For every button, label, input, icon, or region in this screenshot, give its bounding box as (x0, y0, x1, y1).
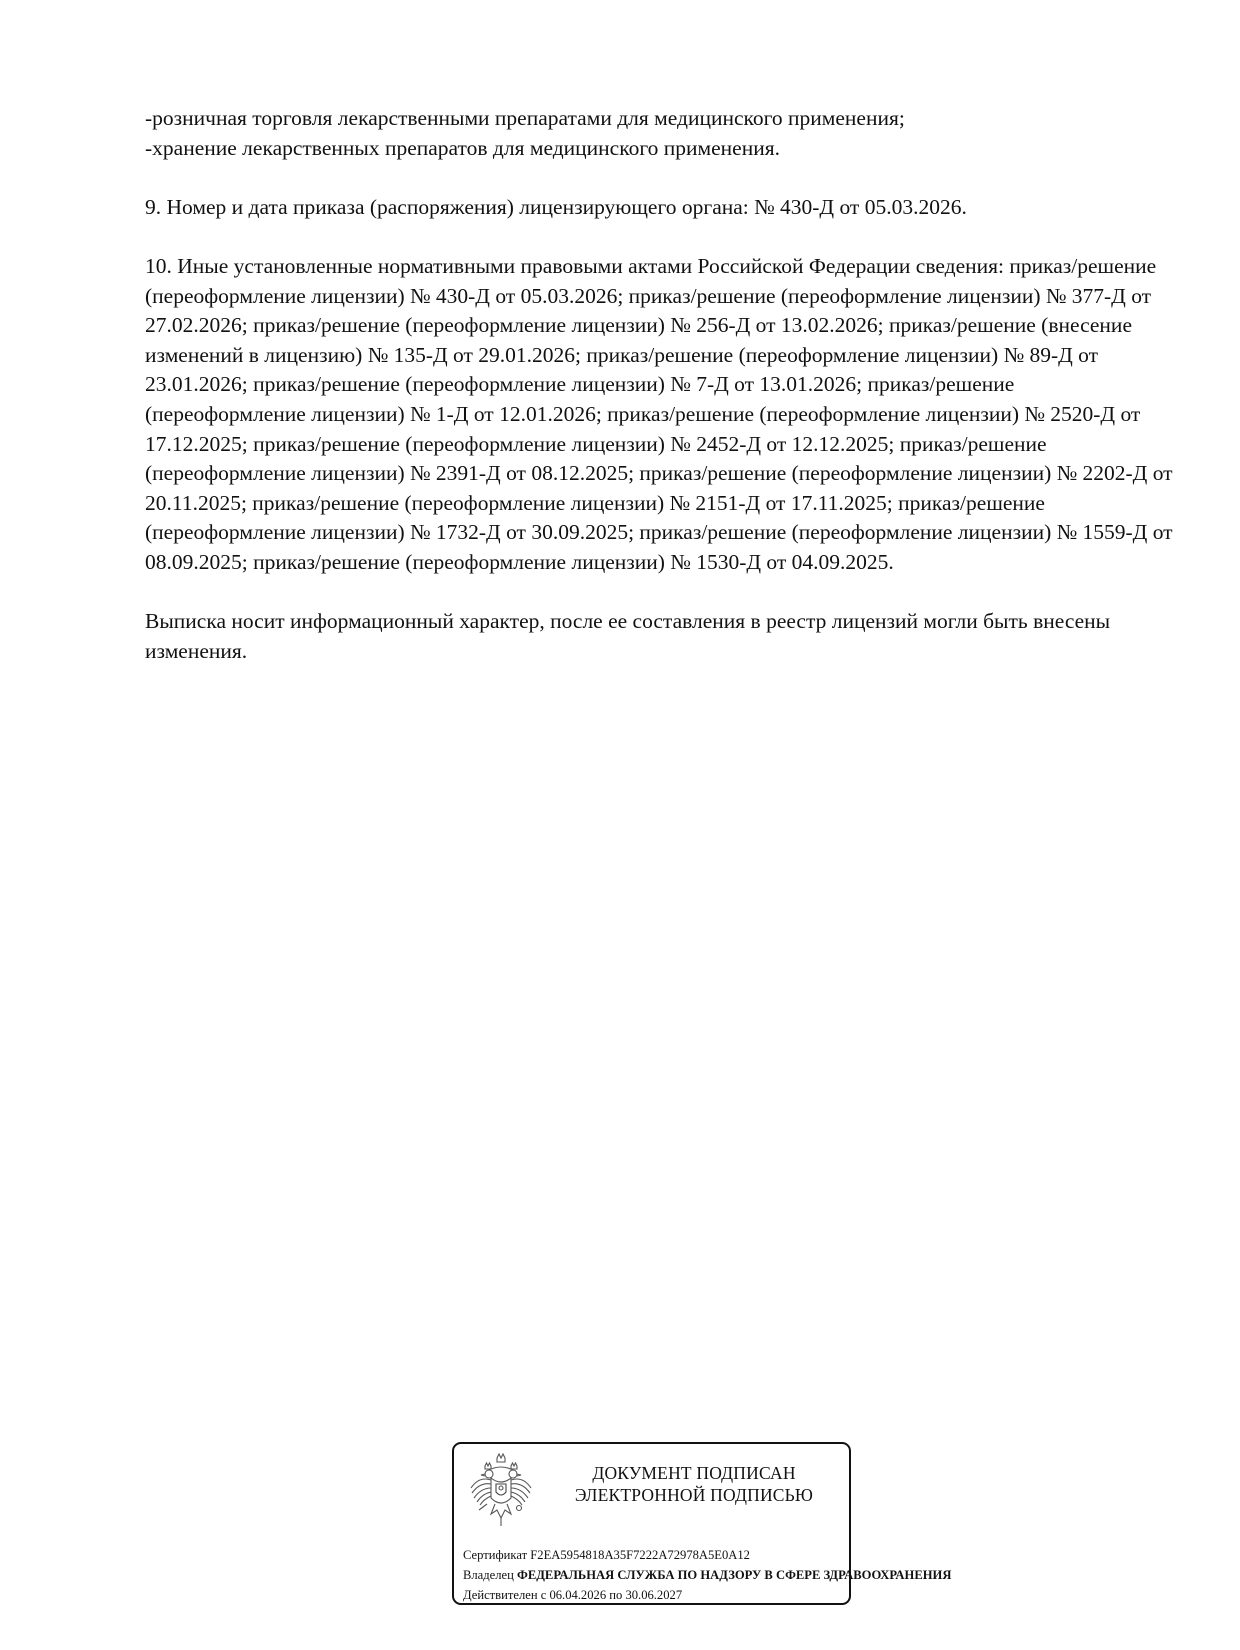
document-body (145, 104, 1180, 666)
stamp-details (463, 1545, 952, 1605)
item-10-other-info: 10. Иные установленные нормативными правовыми актами Российской Федерации сведения: приказ/решение (переоформление лицензии) № 430-Д от 05.03.2026; приказ/решение (переоформление лицензии) № 377-Д от 27.02.2026; приказ/решение (переоформление лицензии) № 256-Д от 13.02.2026; приказ/решение (внесение изменений в лицензию) № 135-Д от 29.01.2026; приказ/решение (переоформление лицензии) № 89-Д от 23.01.2026; приказ/решение (переоформление лицензии) № 7-Д от 13.01.2026; приказ/решение (переоформление лицензии) № 1-Д от 12.01.2026; приказ/решение (переоформление лицензии) № 2520-Д от 17.12.2025; приказ/решение (переоформление лицензии) № 2452-Д от 12.12.2025; приказ/решение (переоформление лицензии) № 2391-Д от 08.12.2025; приказ/решение (переоформление лицензии) № 2202-Д от 20.11.2025; приказ/решение (переоформление лицензии) № 2151-Д от 17.11.2025; приказ/решение (переоформление лицензии) № 1732-Д от 30.09.2025; приказ/решение (переоформление лицензии) № 1559-Д от 08.09.2025; приказ/решение (переоформление лицензии) № 1530-Д от 04.09.2025. (145, 253, 1173, 574)
owner-line (463, 1565, 952, 1585)
stamp-title (549, 1462, 839, 1506)
electronic-signature-stamp (452, 1442, 952, 1605)
owner-value: ФЕДЕРАЛЬНАЯ СЛУЖБА ПО НАДЗОРУ В СФЕРЕ ЗДРАВООХРАНЕНИЯ (517, 1568, 952, 1582)
stamp-title-line-1: ДОКУМЕНТ ПОДПИСАН (592, 1463, 796, 1483)
activity-retail-line: -розничная торговля лекарственными препаратами для медицинского применения; (145, 106, 905, 130)
disclaimer-text: Выписка носит информационный характер, после ее составления в реестр лицензий могли быть внесены изменения. (145, 609, 1111, 663)
certificate-line (463, 1545, 863, 1565)
russian-coat-of-arms-icon (467, 1452, 535, 1530)
owner-label: Владелец (463, 1568, 514, 1582)
item-9-order-number: 9. Номер и дата приказа (распоряжения) лицензирующего органа: № 430-Д от 05.03.2026. (145, 194, 967, 219)
certificate-value: F2EA5954818A35F7222A72978A5E0A12 (530, 1548, 750, 1562)
activity-storage-line: -хранение лекарственных препаратов для медицинского применения. (145, 135, 780, 160)
stamp-title-line-2: ЭЛЕКТРОННОЙ ПОДПИСЬЮ (574, 1485, 814, 1505)
certificate-label: Сертификат (463, 1548, 528, 1562)
validity-line: Действителен с 06.04.2026 по 30.06.2027 (463, 1588, 683, 1602)
